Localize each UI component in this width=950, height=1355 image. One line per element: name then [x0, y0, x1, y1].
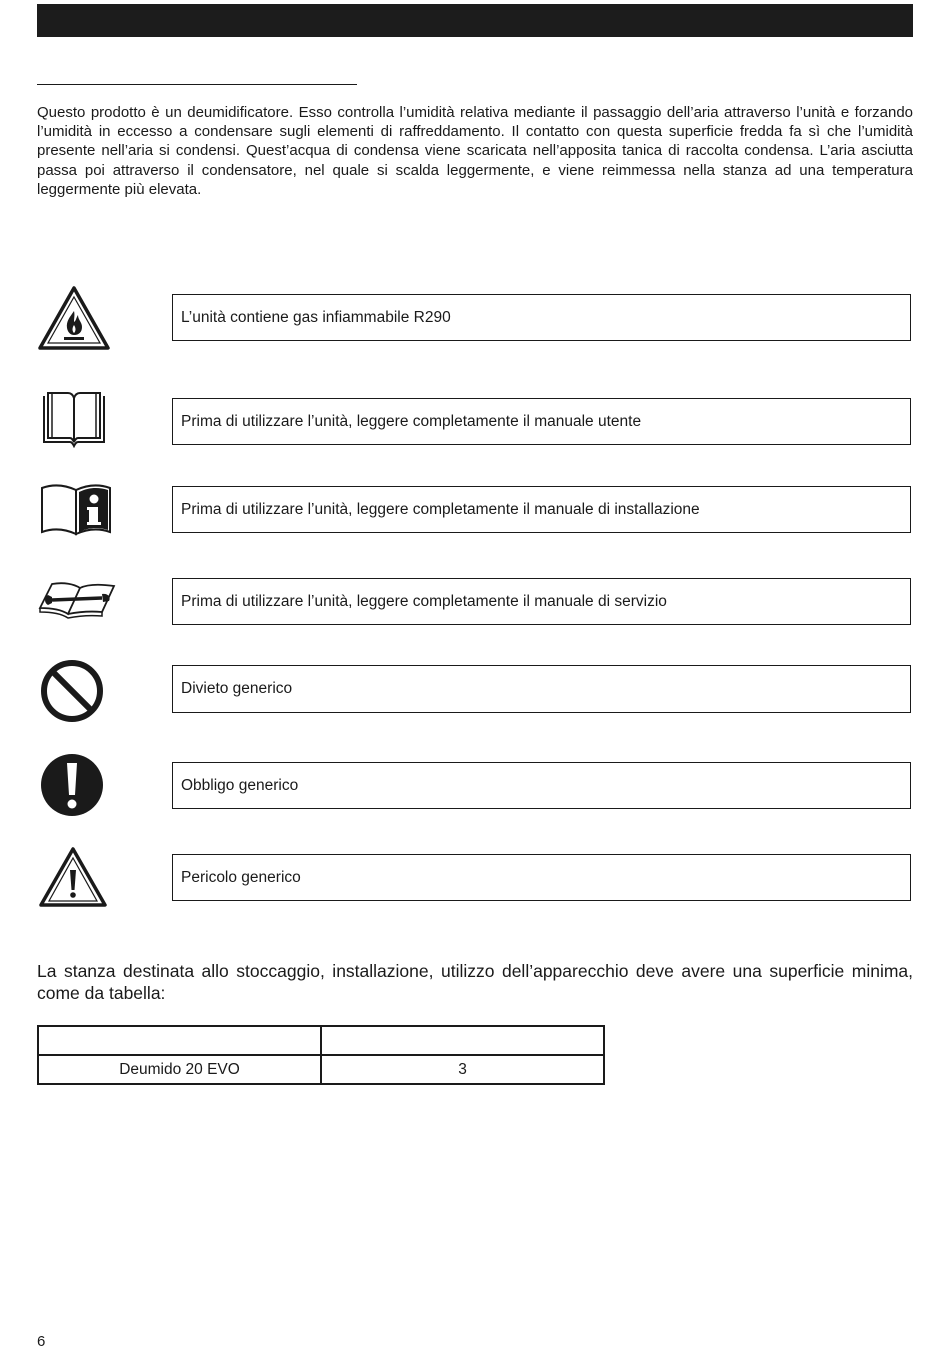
symbol-label-box: [172, 578, 911, 625]
symbol-label-box: [172, 398, 911, 445]
symbol-label-box: [172, 665, 911, 713]
room-requirement-text: La stanza destinata allo stoccaggio, installazione, utilizzo dell’apparecchio deve avere una superficie minima, come da tabella:: [37, 961, 913, 1003]
symbol-label-box: [172, 762, 911, 809]
section-title-underline: [37, 84, 357, 85]
table-header-row: [38, 1026, 604, 1055]
symbol-label: Prima di utilizzare l’unità, leggere completamente il manuale di installazione: [181, 500, 700, 518]
prohibition-icon: [39, 658, 105, 724]
general-danger-icon: [38, 846, 108, 908]
table-header-cell: [321, 1026, 604, 1055]
symbol-label-box: [172, 854, 911, 901]
page-number: 6: [37, 1333, 46, 1350]
flammable-gas-warning-icon: [37, 285, 111, 351]
header-bar: [37, 4, 913, 37]
table-cell-model: Deumido 20 EVO: [38, 1055, 321, 1084]
table-row: [38, 1055, 604, 1084]
table-cell-area: 3: [321, 1055, 604, 1084]
service-manual-wrench-icon: [38, 578, 118, 622]
symbol-label: Pericolo generico: [181, 868, 301, 886]
symbol-label-box: [172, 294, 911, 341]
symbol-label: Divieto generico: [181, 680, 293, 697]
symbol-label: Prima di utilizzare l’unità, leggere completamente il manuale di servizio: [181, 592, 667, 610]
symbol-label: L’unità contiene gas infiammabile R290: [181, 308, 451, 326]
installation-manual-info-icon: [39, 482, 113, 538]
symbol-label: Prima di utilizzare l’unità, leggere completamente il manuale utente: [181, 412, 642, 430]
mandatory-exclamation-icon: [39, 753, 105, 817]
intro-paragraph: Questo prodotto è un deumidificatore. Esso controlla l’umidità relativa mediante il passaggio dell’aria attraverso l’unità e forzando l’umidità in eccesso a condensare sugli elementi di raffreddamento. Il contatto con questa superficie fredda fa sì che l’umidità presente nell’aria si condensi. Quest’acqua di condensa viene scaricata nell’apposita tanica di raccolta condensa. L’aria asciutta passa poi attraverso il condensatore, nel quale si scalda leggermente, e viene reimmessa nella stanza ad una temperatura leggermente più elevata.: [37, 104, 913, 198]
table-header-cell: [38, 1026, 321, 1055]
minimum-area-table: [37, 1025, 605, 1085]
symbol-label: Obbligo generico: [181, 776, 299, 794]
symbol-label-box: [172, 486, 911, 533]
user-manual-book-icon: [40, 390, 108, 448]
